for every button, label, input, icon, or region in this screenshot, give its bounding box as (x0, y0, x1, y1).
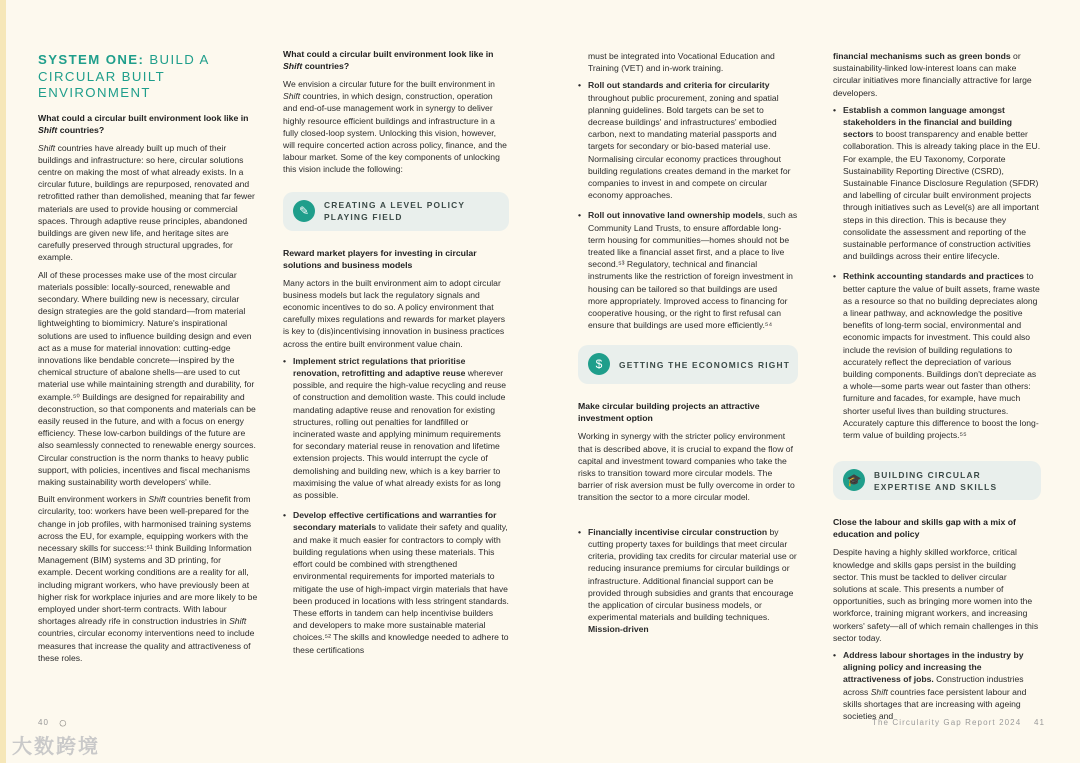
bullet-list (283, 355, 509, 656)
bullet-list (578, 526, 798, 636)
list-item: • Develop effective certifications and warranties for secondary materials to validate their safety and quality, and make it much easier for contractors to comply with building regulations when using these materials. This effort could be combined with strengthened environmental requirements for imported materials to mitigate the use of high-impact virgin materials that have been produced in locations with less stringent standards. These efforts in tandem can help incentivise builders and developers to make more sustainable material choices.⁵² The skills and knowledge needed to adhere to these certifications (283, 509, 509, 655)
continued-text: must be integrated into Vocational Education and Training (VET) and in-work training. (588, 51, 775, 74)
bullet-list (833, 649, 1041, 722)
question-heading: What could a circular built environment look like in Shift countries? (283, 49, 494, 71)
subheading: Reward market players for investing in circular solutions and business models (283, 247, 477, 270)
column-3 (578, 50, 798, 644)
bullet-list (578, 79, 798, 331)
skills-callout (833, 461, 1041, 500)
circle-logo-icon: ◌ (59, 715, 67, 730)
callout-title: CREATING A LEVEL POLICY PLAYING FIELD (324, 200, 465, 223)
list-item: • Rethink accounting standards and practices to better capture the value of built assets, frame waste as a resource so that no building depreciates along a linear pathway, and acknowledge the positive benefits of long-term social, environmental and economic impacts for investment. This could also include the revision of building regulations to accurately reflect the depreciation of various building components. Buildings don't depreciate as a whole—some parts wear out faster than others: furniture and facades, for example, have much shorter useful lives than building structures. Accurately capture this difference to boost the long-term value of building projects.⁵⁵ (833, 270, 1041, 441)
paragraph-3: Built environment workers in Shift countries benefit from circularity, too: workers have been well-prepared for the change in job profiles, with harmonised training systems across the EU, for example, equipping workers with the necessary skills for success:⁵¹ think Building Information Management (BIM) systems and 3D printing, for example. Decent working conditions are a reality for all, including migrant workers, who have previously been at higher risk for workplace injuries and are more likely to be employed under short-term contracts. With labour shortages already rife in construction industries in Shift countries, circular economy interventions need to include measures that increase the quality and attractiveness of these roles. (38, 494, 258, 663)
subheading: Make circular building projects an attractive investment option (578, 401, 760, 424)
paragraph: Many actors in the built environment aim to adopt circular business models but lack the regulatory signals and economic incentives to do so. A policy environment that carefully mixes regulations and rewards for market players is key to (dis)incentivising innovation in business practices across the entire built environment value chain. (283, 277, 506, 349)
column-4 (833, 50, 1041, 730)
column-1 (38, 48, 258, 669)
callout-title: BUILDING CIRCULAR EXPERTISE AND SKILLS (874, 469, 998, 492)
page-number-left: 40 (38, 718, 49, 727)
page-number-right: 41 (1034, 718, 1045, 727)
pen-icon: ✎ (293, 200, 315, 222)
continued-text: financial mechanisms such as green bonds or sustainability-linked low-interest loans can make circular initiatives more financially attractive for large developers. (833, 51, 1032, 98)
list-item: • Establish a common language amongst stakeholders in the financial and building sectors to boost transparency and enable better collaboration. This is already taking place in the EU. For example, the EU Taxonomy, Corporate Sustainability Reporting Directive (CSRD), Sustainable Finance Disclosure Regulation (SFDR) and labelling of circular built environment projects through initiatives such as Level(s) are all important steps in this direction. This is because they consolidate the assessment and reporting of the sustainable performance of construction activities and buildings across their entire lifecycle. (833, 104, 1041, 263)
paragraph: Despite having a highly skilled workforce, critical knowledge and skills gaps persist in the building sector. This must be tackled to deliver circular solutions at scale. This presents a number of opportunities, such as bringing more women into the workforce, training migrant workers, and increasing workers' safety—all of which remain challenges in this sector today. (833, 547, 1039, 643)
intro-paragraph: We envision a circular future for the built environment in Shift countries, in which design, construction, operation and end-of-use management work in synergy to deliver highly resource efficient buildings and infrastructure in a fully closed-loop system. Unlocking this vision, however, will require concerted action across policy, finance, and the labour market. Some of the key components of unlocking this vision include the following: (283, 79, 507, 175)
subheading: Close the labour and skills gap with a mix of education and policy (833, 517, 1016, 540)
bullet-list (833, 104, 1041, 441)
list-item: • Financially incentivise circular construction by cutting property taxes for buildings that meet circular criteria, providing tax credits for circular material use or reducing insurance premiums for circular buildings or infrastructure. Additional financial support can be provided through subsidies and grants that encourage the application of circular business models, or experimental materials and building techniques. Mission-driven (578, 526, 798, 636)
money-icon: $ (588, 353, 610, 375)
graduation-cap-icon: 🎓 (843, 469, 865, 491)
paragraph: Working in synergy with the stricter policy environment that is described above, it is crucial to expand the flow of capital and investment toward companies who take the risks to transition toward more circular models. The barrier of risk aversion must be fully overcome in order to transition the sector to a more circular model. (578, 431, 795, 503)
paragraph-1: Shift countries have already built up much of their buildings and infrastructure: so here, circular solutions centre on making the most of what already exists. In a circular future, buildings are repurposed, renovated and retrofitted rather than demolished, meaning that far fewer materials are used to provide housing or commercial spaces. Through adaptive reuse principles, abandoned buildings are given new life, and heritage sites are carefully preserved through structural upgrades, for example. (38, 142, 255, 263)
page-edge (0, 0, 6, 763)
report-title: The Circularity Gap Report 2024 (872, 718, 1022, 727)
question-heading: What could a circular built environment look like in Shift countries? (38, 112, 249, 135)
watermark: 大数跨境 (12, 736, 100, 758)
section-title: SYSTEM ONE: BUILD A CIRCULAR BUILT ENVIRONMENT (38, 52, 209, 100)
list-item: • Implement strict regulations that prioritise renovation, retrofitting and adaptive reuse wherever possible, and require the high-value recycling and reuse of construction and demolition waste. This could include mandating adaptive reuse and renovation for existing structures, rolling out penalties for landfilled or incinerated waste and applying minimum requirements for secondary material reuse in renovation and lifetime extension projects. This would interrupt the cycle of demolishing and building new, which is a key barrier to maximising the value of what already exists for as long as possible. (283, 355, 509, 501)
list-item: • Roll out standards and criteria for circularity throughout public procurement, zoning and spatial planning guidelines. Bold targets can be set to decrease buildings' and infrastructures' embodied carbon, next to mandating material passports and targets for secondary or bio-based material use. Normalising circular economy practices throughout building regulations creates demand in the market for companies to invest in and compete on circular economy approaches. (578, 79, 798, 201)
list-item: • Roll out innovative land ownership models, such as Community Land Trusts, to ensure affordable long-term housing for communities—homes should not be treated like a financial asset first, and a place to live second.⁵³ Regulatory, technical and financial instruments like the restriction of foreign investment in housing can be tailored so that buildings are used more appropriately. Improved access to financing for cooperative housing, or the right to first refusal can ensure that buildings are used more efficiently.⁵⁴ (578, 209, 798, 331)
column-2 (283, 48, 509, 664)
list-item: • Address labour shortages in the industry by aligning policy and increasing the attractiveness of jobs. Construction industries across Shift countries face persistent labour and skills shortages that are increasing with ageing societies and (833, 649, 1041, 722)
callout-title: GETTING THE ECONOMICS RIGHT (619, 359, 791, 370)
economics-callout (578, 345, 798, 384)
paragraph-2: All of these processes make use of the most circular materials possible: locally-sourced, renewable and secondary. Where building new is necessary, circular design strategies are the gold standard—from material lightweighting to biomimicry. Nature's inspirational solutions are used to influence building design and even act as a muse for material innovation: cutting-edge innovations like bendable concrete—inspired by the chemical structure of abalone shells—are used to cut material use while maintaining strength and durability, for example.⁵⁰ Buildings are designed for repairability and deconstruction, so that components and materials can be easily reused in the future, and with a focus on energy efficiency. These low-carbon buildings of the future are also seamlessly connected to renewable energy sources. Circular construction is the norm thanks to heavy public support, with policies, incentives and fiscal mechanisms making sustainability worth developers' while. (38, 269, 256, 487)
policy-callout (283, 192, 509, 231)
